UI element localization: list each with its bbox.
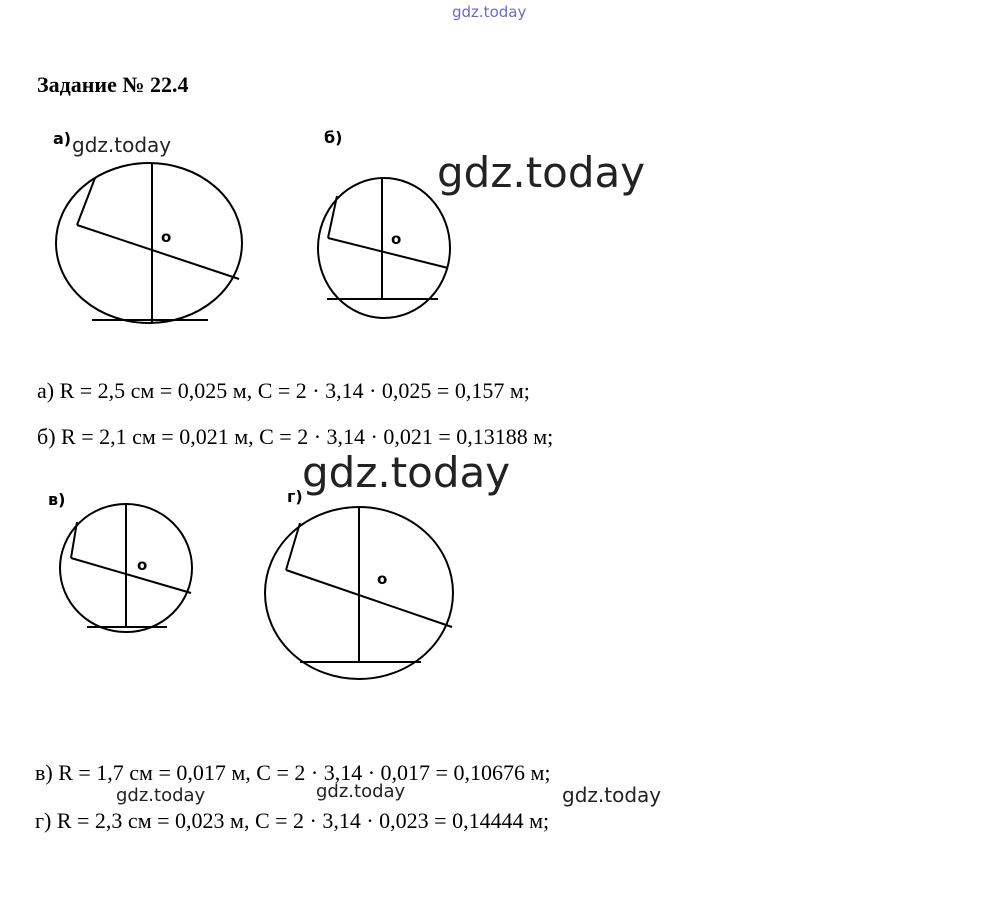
task-title: Задание № 22.4	[37, 72, 189, 97]
watermark-top: gdz.today	[452, 3, 527, 21]
solution-a: а) R = 2,5 см = 0,025 м, С = 2 · 3,14 · 0,025 = 0,157 м;	[37, 378, 530, 403]
watermark-big-2: gdz.today	[302, 448, 511, 497]
figure-g-circle	[263, 505, 458, 685]
figure-v-circle	[58, 500, 198, 635]
figure-v-center-label: o	[137, 556, 148, 574]
figure-b-label: б)	[324, 128, 343, 147]
figure-a-center-label: o	[161, 228, 172, 246]
figure-g-label: г)	[287, 487, 303, 506]
figure-a-label: а)	[53, 129, 72, 148]
watermark-bottom-1: gdz.today	[116, 785, 206, 806]
watermark-big-1: gdz.today	[437, 148, 646, 197]
watermark-bottom-3: gdz.today	[562, 783, 662, 807]
solution-g: г) R = 2,3 см = 0,023 м, С = 2 · 3,14 · 0,023 = 0,14444 м;	[35, 808, 550, 833]
figure-b-center-label: o	[391, 230, 402, 248]
solution-b: б) R = 2,1 см = 0,021 м, С = 2 · 3,14 · 0,021 = 0,13188 м;	[37, 424, 554, 449]
watermark-bottom-2: gdz.today	[316, 781, 406, 802]
figure-v-label: в)	[48, 490, 66, 509]
solution-v: в) R = 1,7 см = 0,017 м, С = 2 · 3,14 · 0,017 = 0,10676 м;	[35, 760, 551, 785]
watermark-near-a: gdz.today	[72, 133, 172, 157]
figure-b-circle	[315, 178, 455, 323]
figure-a-circle	[50, 160, 250, 330]
figure-g-center-label: o	[377, 570, 388, 588]
